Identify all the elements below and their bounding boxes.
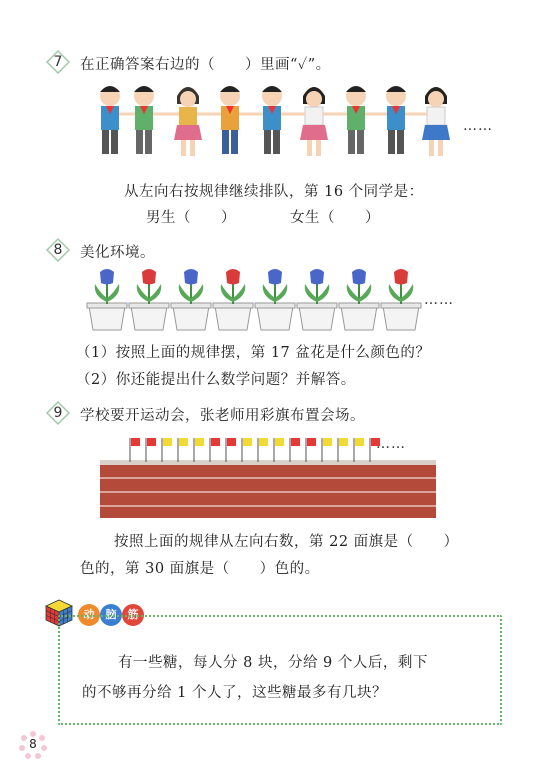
- q8-ellipsis: ……: [424, 292, 454, 308]
- question-number-7: 7: [46, 50, 70, 74]
- q7-option-boy[interactable]: 男生（ ）: [146, 210, 236, 226]
- q9-title: 学校要开运动会，张老师用彩旗布置会场。: [80, 408, 365, 424]
- q9-ellipsis: ……: [376, 436, 406, 452]
- badge-jin: 筋: [122, 604, 144, 626]
- q9-line1: 按照上面的规律从左向右数，第 22 面旗是（ ）: [114, 534, 459, 550]
- brain-line2: 的不够再分给 1 个人了，这些糖最多有几块？: [82, 685, 387, 701]
- tulip-pot-blue: [87, 269, 127, 330]
- q8-title: 美化环境。: [80, 245, 155, 261]
- q8-sub1: （1）按照上面的规律摆，第 17 盆花是什么颜色的？: [76, 345, 431, 361]
- tulip-pot-red: [213, 269, 253, 330]
- badge-nao: 脑: [100, 604, 122, 626]
- tulip-pot-blue: [171, 269, 211, 330]
- tulip-pot-blue: [297, 269, 337, 330]
- child-figure: [100, 86, 120, 154]
- q7-option-girl[interactable]: 女生（ ）: [290, 210, 380, 226]
- children-row-illustration: [92, 82, 462, 164]
- tulip-pot-blue: [255, 269, 295, 330]
- page-number: 8: [29, 737, 37, 751]
- badge-dong: 动: [78, 604, 100, 626]
- tulip-pots-row: [85, 268, 425, 332]
- brain-line1: 有一些糖，每人分 8 块，分给 9 个人后，剩下: [118, 655, 428, 671]
- q7-question: 从左向右按规律继续排队，第 16 个同学是：: [124, 184, 424, 200]
- question-number-8: 8: [46, 238, 70, 262]
- tulip-pot-blue: [339, 269, 379, 330]
- q7-ellipsis: ……: [463, 118, 493, 134]
- q8-sub2: （2）你还能提出什么数学问题？并解答。: [76, 372, 356, 388]
- tulip-pot-red: [381, 269, 421, 330]
- q9-line2: 色的，第 30 面旗是（ ）色的。: [80, 561, 320, 577]
- tulip-pot-red: [129, 269, 169, 330]
- question-number-9: 9: [46, 401, 70, 425]
- q7-instruction: 在正确答案右边的（ ）里画“✓”。: [80, 57, 331, 73]
